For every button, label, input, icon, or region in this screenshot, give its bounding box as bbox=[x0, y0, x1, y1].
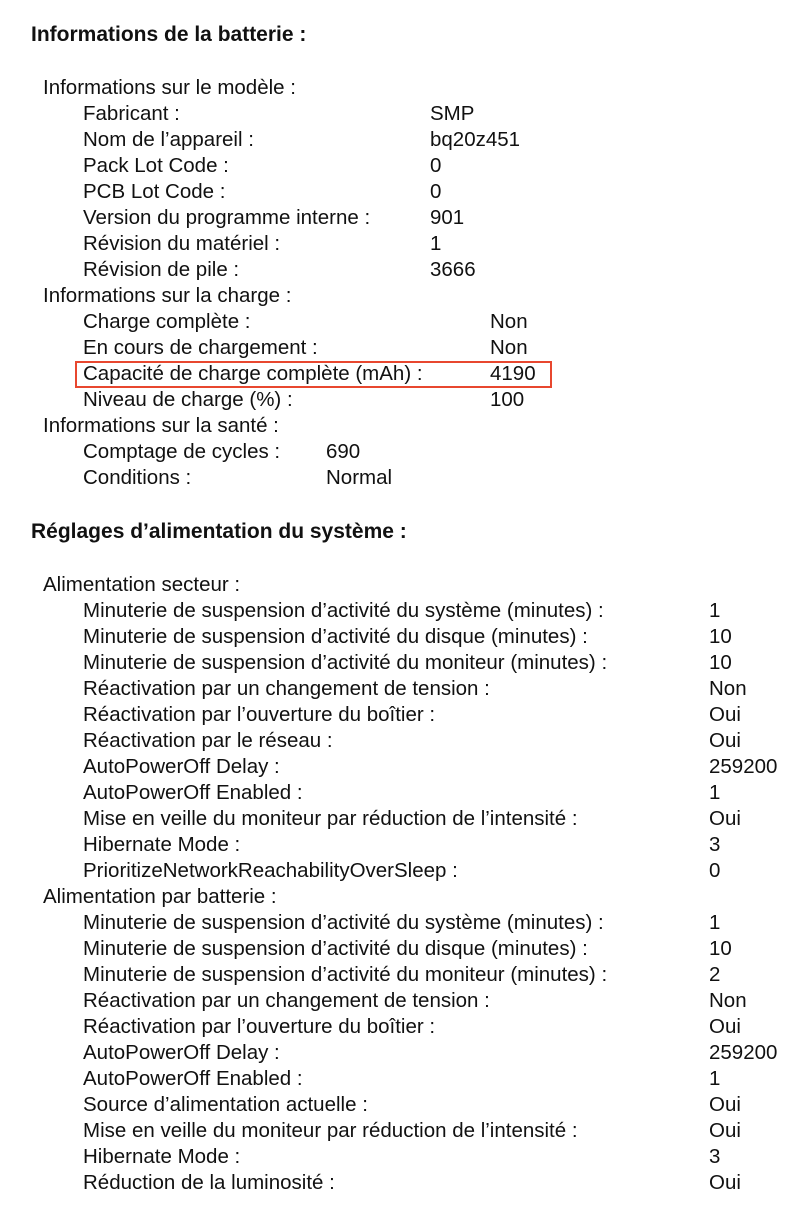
charge-info-label: Niveau de charge (%) : bbox=[83, 388, 293, 411]
ac-power-row bbox=[0, 728, 810, 754]
battery-power-label: AutoPowerOff Delay : bbox=[83, 1041, 280, 1064]
ac-power-label: AutoPowerOff Enabled : bbox=[83, 781, 303, 804]
ac-power-label: Minuterie de suspension d’activité du disque (minutes) : bbox=[83, 625, 588, 648]
charge-info-value: Non bbox=[490, 336, 528, 359]
health-info-label: Conditions : bbox=[83, 466, 192, 489]
model-info-row bbox=[0, 101, 810, 127]
model-info-label: Version du programme interne : bbox=[83, 206, 371, 229]
ac-power-label: Mise en veille du moniteur par réduction de l’intensité : bbox=[83, 807, 578, 830]
ac-power-row bbox=[0, 832, 810, 858]
battery-power-value: Oui bbox=[709, 1015, 741, 1038]
battery-power-label: Réactivation par un changement de tension : bbox=[83, 989, 490, 1012]
charge-info-label: Charge complète : bbox=[83, 310, 251, 333]
ac-power-row bbox=[0, 754, 810, 780]
battery-power-value: Non bbox=[709, 989, 747, 1012]
ac-power-value: Non bbox=[709, 677, 747, 700]
ac-power-label: Hibernate Mode : bbox=[83, 833, 241, 856]
bottom-fade bbox=[0, 1212, 810, 1229]
battery-power-label: Réactivation par l’ouverture du boîtier : bbox=[83, 1015, 436, 1038]
charge-info-label: En cours de chargement : bbox=[83, 336, 318, 359]
ac-power-value: 10 bbox=[709, 651, 732, 674]
full-charge-capacity-highlight bbox=[75, 361, 552, 388]
ac-power-label: AutoPowerOff Delay : bbox=[83, 755, 280, 778]
ac-power-row bbox=[0, 598, 810, 624]
ac-power-label: Réactivation par l’ouverture du boîtier : bbox=[83, 703, 436, 726]
battery-power-value: 259200 bbox=[709, 1041, 778, 1064]
battery-info-title: Informations de la batterie : bbox=[31, 23, 307, 46]
battery-power-value: 1 bbox=[709, 911, 721, 934]
health-info-group: Informations sur la santé : bbox=[43, 414, 279, 437]
ac-power-value: 10 bbox=[709, 625, 732, 648]
model-info-value: 0 bbox=[430, 180, 442, 203]
ac-power-value: 3 bbox=[709, 833, 721, 856]
model-info-label: Révision de pile : bbox=[83, 258, 240, 281]
battery-power-row bbox=[0, 1170, 810, 1196]
ac-power-value: Oui bbox=[709, 729, 741, 752]
battery-power-row bbox=[0, 1118, 810, 1144]
ac-power-value: 1 bbox=[709, 781, 721, 804]
health-info-value: Normal bbox=[326, 466, 393, 489]
battery-power-row bbox=[0, 1092, 810, 1118]
model-info-group: Informations sur le modèle : bbox=[43, 76, 296, 99]
battery-power-label: Minuterie de suspension d’activité du système (minutes) : bbox=[83, 911, 604, 934]
battery-power-row bbox=[0, 936, 810, 962]
model-info-label: Révision du matériel : bbox=[83, 232, 281, 255]
model-info-row bbox=[0, 153, 810, 179]
charge-info-row bbox=[0, 309, 810, 335]
ac-power-row bbox=[0, 702, 810, 728]
model-info-value: 901 bbox=[430, 206, 465, 229]
battery-power-label: Mise en veille du moniteur par réduction de l’intensité : bbox=[83, 1119, 578, 1142]
battery-power-value: Oui bbox=[709, 1093, 741, 1116]
battery-power-label: Source d’alimentation actuelle : bbox=[83, 1093, 368, 1116]
ac-power-value: Oui bbox=[709, 703, 741, 726]
model-info-row bbox=[0, 257, 810, 283]
ac-power-value: 1 bbox=[709, 599, 721, 622]
battery-power-row bbox=[0, 1144, 810, 1170]
ac-power-label: Minuterie de suspension d’activité du moniteur (minutes) : bbox=[83, 651, 608, 674]
ac-power-row bbox=[0, 624, 810, 650]
ac-power-group: Alimentation secteur : bbox=[43, 573, 241, 596]
power-settings-title: Réglages d’alimentation du système : bbox=[31, 520, 407, 543]
ac-power-label: Réactivation par un changement de tension : bbox=[83, 677, 490, 700]
battery-power-value: 10 bbox=[709, 937, 732, 960]
charge-info-group: Informations sur la charge : bbox=[43, 284, 292, 307]
ac-power-row bbox=[0, 676, 810, 702]
ac-power-row bbox=[0, 806, 810, 832]
battery-power-group: Alimentation par batterie : bbox=[43, 885, 277, 908]
charge-info-label: Capacité de charge complète (mAh) : bbox=[83, 362, 423, 385]
battery-power-value: Oui bbox=[709, 1119, 741, 1142]
battery-power-row bbox=[0, 910, 810, 936]
battery-power-row bbox=[0, 988, 810, 1014]
battery-power-value: Oui bbox=[709, 1171, 741, 1194]
battery-power-row bbox=[0, 1066, 810, 1092]
battery-power-label: Minuterie de suspension d’activité du moniteur (minutes) : bbox=[83, 963, 608, 986]
model-info-value: bq20z451 bbox=[430, 128, 521, 151]
ac-power-row bbox=[0, 858, 810, 884]
model-info-row bbox=[0, 205, 810, 231]
battery-power-row bbox=[0, 962, 810, 988]
ac-power-value: 0 bbox=[709, 859, 721, 882]
health-info-label: Comptage de cycles : bbox=[83, 440, 281, 463]
battery-power-value: 1 bbox=[709, 1067, 721, 1090]
model-info-label: Pack Lot Code : bbox=[83, 154, 229, 177]
model-info-label: PCB Lot Code : bbox=[83, 180, 226, 203]
ac-power-row bbox=[0, 780, 810, 806]
model-info-row bbox=[0, 127, 810, 153]
battery-power-label: Réduction de la luminosité : bbox=[83, 1171, 335, 1194]
model-info-value: 1 bbox=[430, 232, 442, 255]
charge-info-row bbox=[0, 387, 810, 413]
battery-power-label: Hibernate Mode : bbox=[83, 1145, 241, 1168]
ac-power-value: Oui bbox=[709, 807, 741, 830]
model-info-value: 3666 bbox=[430, 258, 476, 281]
model-info-value: SMP bbox=[430, 102, 475, 125]
battery-power-label: AutoPowerOff Enabled : bbox=[83, 1067, 303, 1090]
ac-power-label: Minuterie de suspension d’activité du système (minutes) : bbox=[83, 599, 604, 622]
ac-power-label: Réactivation par le réseau : bbox=[83, 729, 333, 752]
battery-power-label: Minuterie de suspension d’activité du disque (minutes) : bbox=[83, 937, 588, 960]
battery-power-row bbox=[0, 1040, 810, 1066]
battery-power-value: 3 bbox=[709, 1145, 721, 1168]
health-info-row bbox=[0, 439, 810, 465]
charge-info-row bbox=[0, 335, 810, 361]
charge-info-value: Non bbox=[490, 310, 528, 333]
battery-power-row bbox=[0, 1014, 810, 1040]
ac-power-label: PrioritizeNetworkReachabilityOverSleep : bbox=[83, 859, 458, 882]
model-info-row bbox=[0, 179, 810, 205]
model-info-value: 0 bbox=[430, 154, 442, 177]
model-info-label: Nom de l’appareil : bbox=[83, 128, 254, 151]
model-info-row bbox=[0, 231, 810, 257]
ac-power-row bbox=[0, 650, 810, 676]
health-info-row bbox=[0, 465, 810, 491]
ac-power-value: 259200 bbox=[709, 755, 778, 778]
health-info-value: 690 bbox=[326, 440, 361, 463]
charge-info-value: 4190 bbox=[490, 362, 536, 385]
model-info-label: Fabricant : bbox=[83, 102, 180, 125]
charge-info-value: 100 bbox=[490, 388, 525, 411]
battery-power-value: 2 bbox=[709, 963, 721, 986]
